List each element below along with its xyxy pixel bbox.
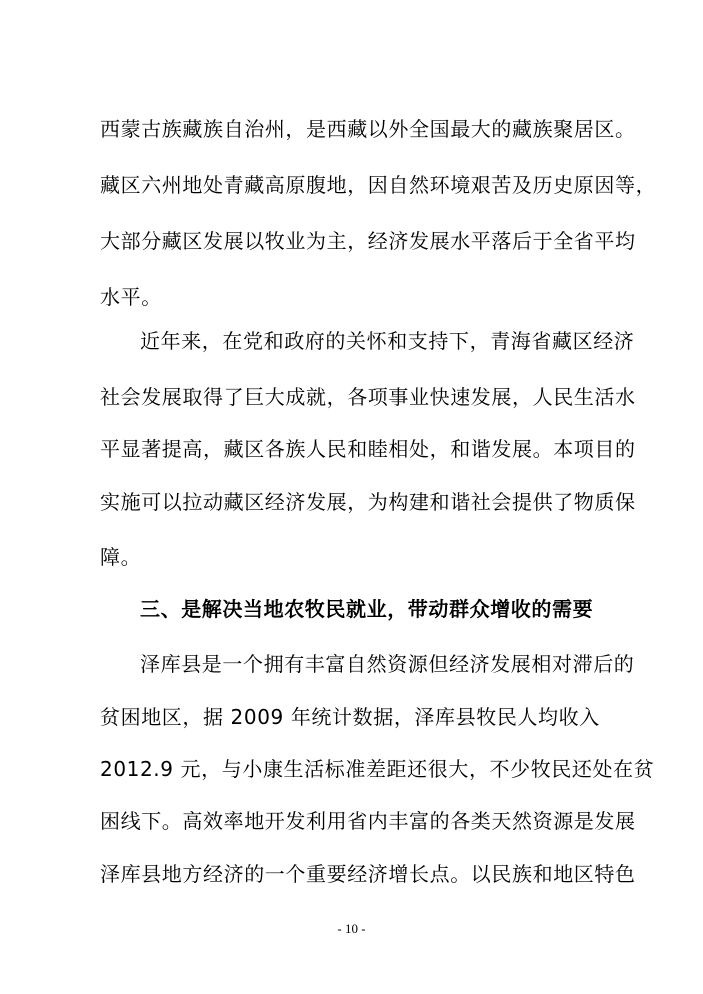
text-line: 2012.9 元，与小康生活标准差距还很大，不少牧民还处在贫 [100, 757, 655, 781]
text-line: 大部分藏区发展以牧业为主，经济发展水平落后于全省平均 [100, 229, 636, 253]
text-line: 障。 [100, 545, 142, 569]
text-line: 贫困地区，据 2009 年统计数据，泽库县牧民人均收入 [100, 705, 600, 729]
text-line: 藏区六州地处青藏高原腹地，因自然环境艰苦及历史原因等， [100, 173, 657, 197]
text-line: 泽库县是一个拥有丰富自然资源但经济发展相对滞后的 [140, 652, 635, 676]
page-number: - 10 - [337, 921, 366, 936]
text-line: 困线下。高效率地开发利用省内丰富的各类天然资源是发展 [100, 809, 636, 833]
text-line: 近年来，在党和政府的关怀和支持下，青海省藏区经济 [140, 329, 635, 353]
text-line: 泽库县地方经济的一个重要经济增长点。以民族和地区特色 [100, 862, 636, 886]
text-line: 社会发展取得了巨大成就，各项事业快速发展，人民生活水 [100, 385, 636, 409]
text-line: 实施可以拉动藏区经济发展，为构建和谐社会提供了物质保 [100, 490, 636, 514]
text-line: 水平。 [100, 285, 162, 309]
text-line: 西蒙古族藏族自治州，是西藏以外全国最大的藏族聚居区。 [100, 117, 636, 141]
text-line: 平显著提高，藏区各族人民和睦相处，和谐发展。本项目的 [100, 437, 636, 461]
section-heading: 三、是解决当地农牧民就业，带动群众增收的需要 [140, 597, 594, 621]
